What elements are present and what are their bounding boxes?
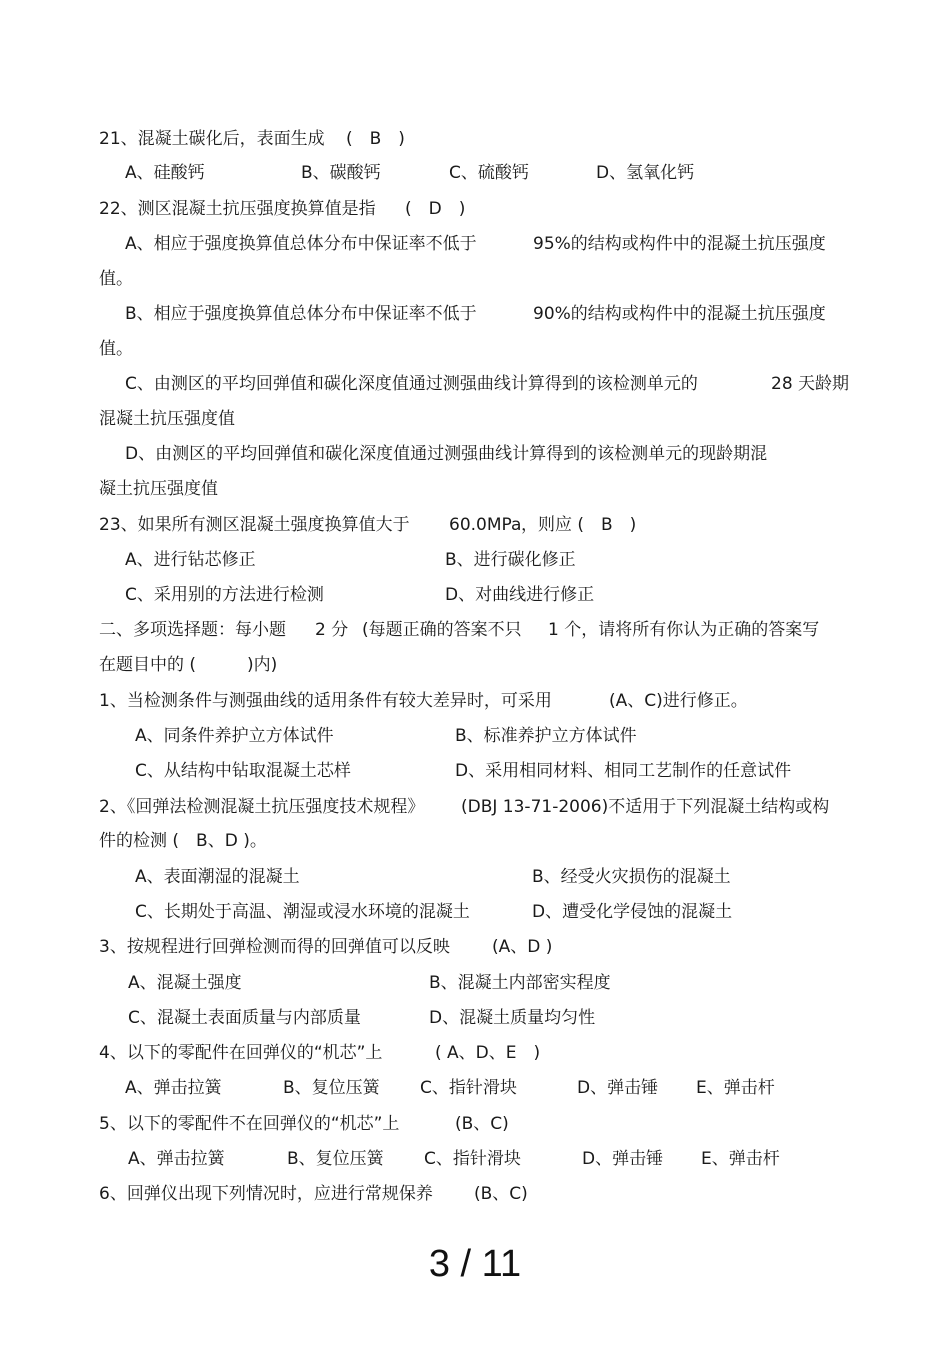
m1-option-d: D、采用相同材料、相同工艺制作的任意试件 <box>455 761 792 781</box>
q22-option-c: C、由测区的平均回弹值和碳化深度值通过测强曲线计算得到的该检测单元的 <box>125 374 698 394</box>
q22-option-a: A、相应于强度换算值总体分布中保证率不低于 <box>125 234 477 254</box>
section2-note-end: 在题目中的 ( )内) <box>99 655 278 675</box>
q22-option-c-cont: 28 天龄期 <box>771 374 850 394</box>
m4-option-e: E、弹击杆 <box>696 1078 775 1098</box>
section2-note-cont: 1 个，请将所有你认为正确的答案写 <box>548 620 820 640</box>
m1-option-a: A、同条件养护立方体试件 <box>135 726 334 746</box>
q22-option-a-cont: 95%的结构或构件中的混凝土抗压强度 <box>533 234 826 254</box>
q22-option-a-end: 值。 <box>99 269 133 289</box>
m5-option-d: D、弹击锤 <box>582 1149 664 1169</box>
q21-option-c: C、硫酸钙 <box>449 163 529 183</box>
q23-stem: 23、如果所有测区混凝土强度换算值大于 <box>99 515 410 535</box>
q22-answer: ( D ) <box>405 199 466 219</box>
m3-option-b: B、混凝土内部密实程度 <box>429 973 611 993</box>
m2-stem-end: 件的检测 ( B、D )。 <box>99 831 267 851</box>
m3-option-d: D、混凝土质量均匀性 <box>429 1008 596 1028</box>
q21-option-d: D、氢氧化钙 <box>596 163 695 183</box>
q23-answer: B ) <box>601 515 637 535</box>
m4-option-c: C、指针滑块 <box>420 1078 517 1098</box>
m5-stem: 5、以下的零配件不在回弹仪的“机芯”上 <box>99 1114 400 1134</box>
m3-option-a: A、混凝土强度 <box>128 973 242 993</box>
q22-stem: 22、测区混凝土抗压强度换算值是指 <box>99 199 376 219</box>
m2-option-b: B、经受火灾损伤的混凝土 <box>532 867 731 887</box>
q23-option-c: C、采用别的方法进行检测 <box>125 585 324 605</box>
q23-option-d: D、对曲线进行修正 <box>445 585 595 605</box>
q23-option-a: A、进行钻芯修正 <box>125 550 256 570</box>
section2-heading: 二、多项选择题：每小题 <box>99 620 286 640</box>
m5-option-c: C、指针滑块 <box>424 1149 521 1169</box>
m4-answer: ( A、D、E ) <box>435 1043 541 1063</box>
m4-option-d: D、弹击锤 <box>577 1078 659 1098</box>
m6-answer: (B、C) <box>474 1184 528 1204</box>
m6-stem: 6、回弹仪出现下列情况时，应进行常规保养 <box>99 1184 433 1204</box>
q23-value: 60.0MPa <box>449 515 522 535</box>
m1-option-b: B、标准养护立方体试件 <box>455 726 637 746</box>
q21-option-b: B、碳酸钙 <box>301 163 381 183</box>
m5-option-a: A、弹击拉簧 <box>128 1149 225 1169</box>
m3-option-c: C、混凝土表面质量与内部质量 <box>128 1008 361 1028</box>
q22-option-d-end: 凝土抗压强度值 <box>99 479 218 499</box>
m2-stem: 2、《回弹法检测混凝土抗压强度技术规程》 <box>99 797 425 817</box>
m1-option-c: C、从结构中钻取混凝土芯样 <box>135 761 351 781</box>
m1-answer: (A、C)进行修正。 <box>609 691 748 711</box>
m4-option-b: B、复位压簧 <box>283 1078 380 1098</box>
m5-answer: (B、C) <box>455 1114 509 1134</box>
q23-tail: ，则应 ( <box>521 515 585 535</box>
m3-answer: (A、D ) <box>492 937 553 957</box>
q21-stem: 21、混凝土碳化后，表面生成 <box>99 129 325 149</box>
m5-option-e: E、弹击杆 <box>701 1149 780 1169</box>
section2-points: 2 分 <box>315 620 349 640</box>
q22-option-b: B、相应于强度换算值总体分布中保证率不低于 <box>125 304 477 324</box>
q22-option-c-end: 混凝土抗压强度值 <box>99 409 235 429</box>
page-number: 3 / 11 <box>428 1243 522 1285</box>
q22-option-b-end: 值。 <box>99 339 133 359</box>
m5-option-b: B、复位压簧 <box>287 1149 384 1169</box>
m2-code: (DBJ 13-71-2006)不适用于下列混凝土结构或构 <box>461 797 830 817</box>
m2-option-c: C、长期处于高温、潮湿或浸水环境的混凝土 <box>135 902 470 922</box>
m1-stem: 1、当检测条件与测强曲线的适用条件有较大差异时，可采用 <box>99 691 552 711</box>
q21-option-a: A、硅酸钙 <box>125 163 205 183</box>
q21-answer: ( B ) <box>346 129 405 149</box>
q22-option-b-cont: 90%的结构或构件中的混凝土抗压强度 <box>533 304 826 324</box>
m4-stem: 4、以下的零配件在回弹仪的“机芯”上 <box>99 1043 383 1063</box>
m2-option-a: A、表面潮湿的混凝土 <box>135 867 300 887</box>
q23-option-b: B、进行碳化修正 <box>445 550 576 570</box>
section2-note: (每题正确的答案不只 <box>362 620 522 640</box>
m2-option-d: D、遭受化学侵蚀的混凝土 <box>532 902 733 922</box>
m3-stem: 3、按规程进行回弹检测而得的回弹值可以反映 <box>99 937 450 957</box>
m4-option-a: A、弹击拉簧 <box>125 1078 222 1098</box>
q22-option-d: D、由测区的平均回弹值和碳化深度值通过测强曲线计算得到的该检测单元的现龄期混 <box>125 444 768 464</box>
